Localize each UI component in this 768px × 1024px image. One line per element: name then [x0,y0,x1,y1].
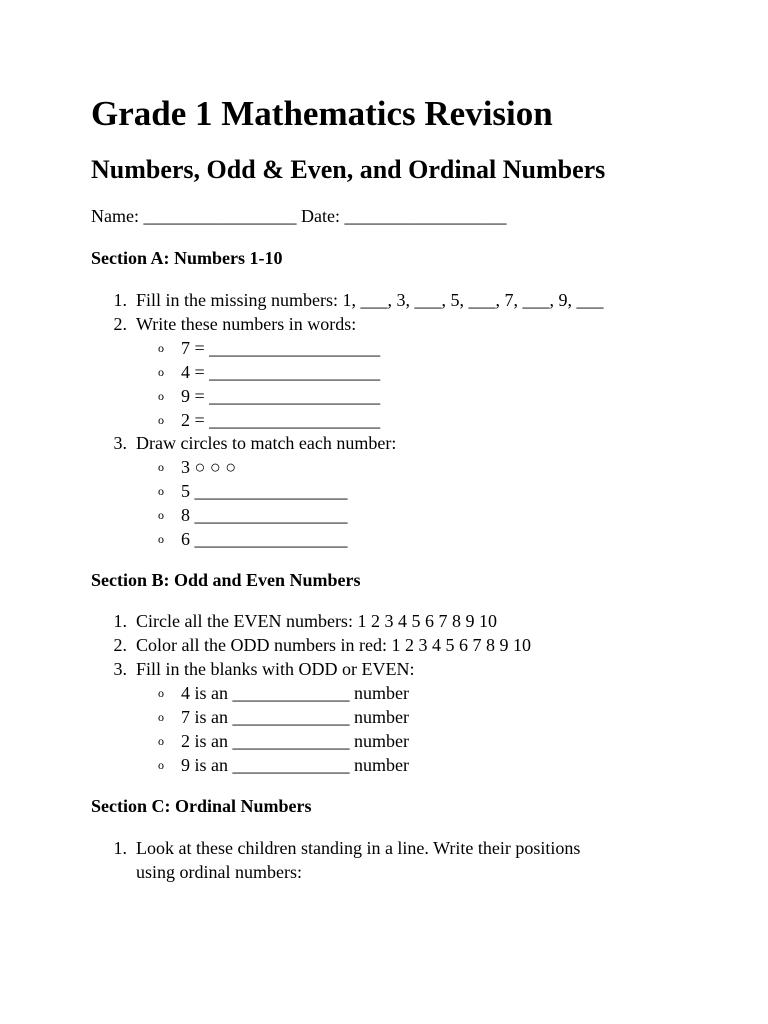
section-a-heading: Section A: Numbers 1-10 [91,248,283,268]
sub-item: 4 is an _____________ number [181,683,409,703]
item-number: 3. [113,433,127,453]
item-text-line1: Look at these children standing in a line. Write their positions [136,838,581,858]
item-text: Draw circles to match each number: [136,433,397,453]
page-title: Grade 1 Mathematics Revision [91,94,553,133]
circle-bullet-icon: o [158,686,164,700]
sub-item: 9 is an _____________ number [181,755,409,775]
circle-bullet-icon: o [158,734,164,748]
sub-item: 3 ○ ○ ○ [181,457,237,477]
item-text: Fill in the blanks with ODD or EVEN: [136,659,415,679]
sub-item: 2 = ___________________ [181,410,381,430]
section-b-heading: Section B: Odd and Even Numbers [91,570,361,590]
item-number: 1. [113,290,127,310]
item-number: 2. [113,314,127,334]
circle-bullet-icon: o [158,758,164,772]
circle-bullet-icon: o [158,413,164,427]
circle-bullet-icon: o [158,365,164,379]
name-date-line: Name: _________________ Date: __________________ [91,206,507,226]
circle-bullet-icon: o [158,710,164,724]
sub-item: 8 _________________ [181,505,348,525]
item-text: Color all the ODD numbers in red: 1 2 3 4 5 6 7 8 9 10 [136,635,531,655]
sub-item: 5 _________________ [181,481,348,501]
item-text-line2: using ordinal numbers: [136,862,302,882]
circle-bullet-icon: o [158,484,164,498]
sub-item: 2 is an _____________ number [181,731,409,751]
item-number: 1. [113,838,127,858]
item-text: Write these numbers in words: [136,314,357,334]
sub-item: 7 is an _____________ number [181,707,409,727]
sub-item: 6 _________________ [181,529,348,549]
item-number: 1. [113,611,127,631]
sub-item: 7 = ___________________ [181,338,381,358]
circle-bullet-icon: o [158,341,164,355]
circle-bullet-icon: o [158,389,164,403]
sub-item: 9 = ___________________ [181,386,381,406]
item-text: Circle all the EVEN numbers: 1 2 3 4 5 6 7 8 9 10 [136,611,497,631]
page-subtitle: Numbers, Odd & Even, and Ordinal Numbers [91,155,606,184]
circle-bullet-icon: o [158,508,164,522]
section-c-heading: Section C: Ordinal Numbers [91,796,312,816]
circle-bullet-icon: o [158,460,164,474]
sub-item: 4 = ___________________ [181,362,381,382]
item-text: Fill in the missing numbers: 1, ___, 3, ___, 5, ___, 7, ___, 9, ___ [136,290,604,310]
item-number: 2. [113,635,127,655]
item-number: 3. [113,659,127,679]
circle-bullet-icon: o [158,532,164,546]
